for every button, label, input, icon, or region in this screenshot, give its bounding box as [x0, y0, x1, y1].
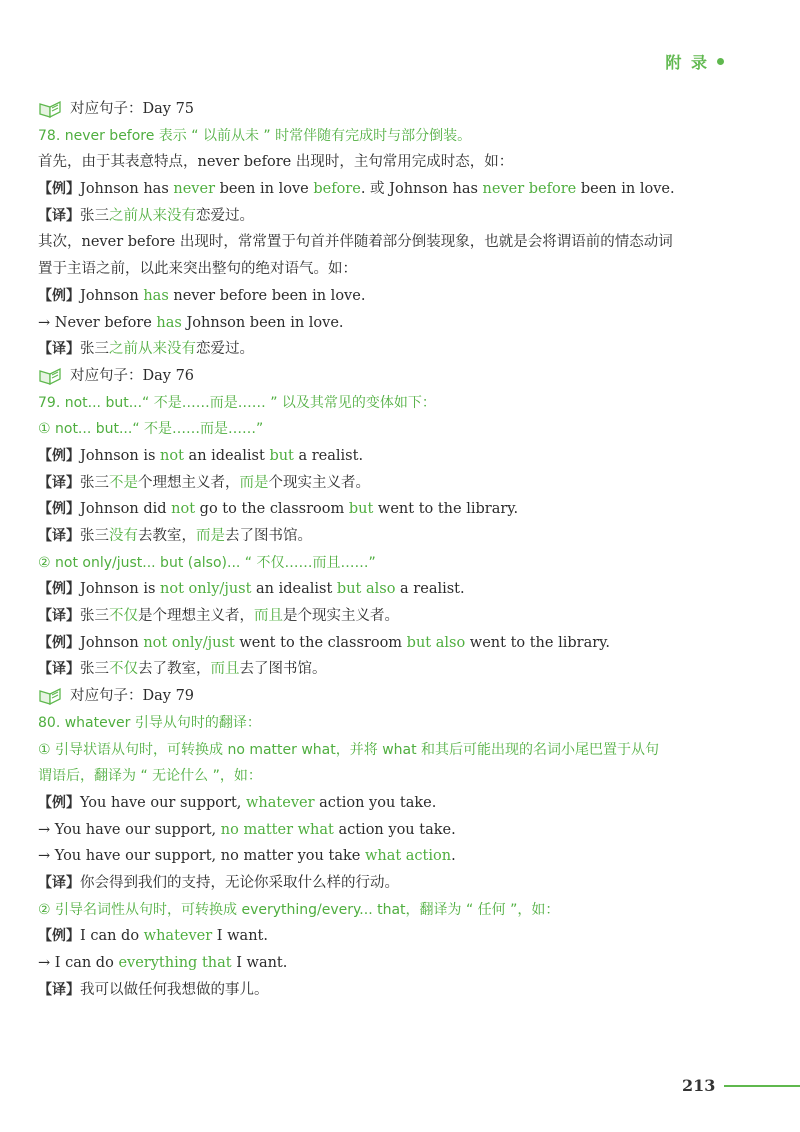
section-heading — [38, 737, 738, 764]
highlight-text: whatever — [246, 794, 315, 811]
text-line — [38, 817, 738, 844]
highlight-text: not only/just — [160, 581, 252, 598]
text-line — [38, 283, 738, 310]
reference-line — [38, 683, 738, 710]
example-tag: 【译】 — [38, 608, 80, 625]
text-segment: ① 引导状语从句时，可转换成 no matter what，并将 what 和其后可能出现的名词小尾巴置于从句 — [38, 741, 660, 758]
text-segment: 去了教室， — [138, 661, 211, 678]
text-segment: go to the classroom — [195, 501, 349, 518]
example-tag: 【例】 — [38, 581, 80, 598]
text-segment: 个现实主义者。 — [268, 474, 370, 491]
text-segment: a realist. — [293, 447, 364, 464]
highlight-text: 不是 — [109, 474, 138, 491]
text-segment: action you take. — [333, 821, 456, 838]
text-segment: action you take. — [314, 794, 437, 811]
text-segment: went to the classroom — [234, 634, 407, 651]
text-segment: 张三 — [80, 474, 109, 491]
text-segment: → I can do — [38, 955, 119, 971]
text-segment: 个理想主义者， — [138, 474, 240, 491]
text-segment: 是个理想主义者， — [138, 608, 254, 625]
text-segment: 去了图书馆。 — [225, 528, 312, 544]
example-tag: 【例】 — [38, 287, 80, 304]
example-tag: 【译】 — [38, 474, 80, 491]
text-segment: Johnson is — [80, 581, 161, 598]
text-segment: went to the library. — [465, 634, 611, 651]
text-segment: 是个现实主义者。 — [283, 608, 399, 625]
highlight-text: but — [269, 447, 294, 464]
highlight-text: 没有 — [109, 528, 138, 544]
highlight-text: never before — [482, 181, 577, 198]
text-segment: 谓语后，翻译为 “ 无论什么 ”，如： — [38, 768, 262, 785]
text-segment: a realist. — [395, 581, 465, 598]
text-segment: . — [451, 848, 456, 865]
highlight-text: has — [156, 314, 182, 331]
page-content — [38, 96, 738, 1003]
text-segment: 首先，由于其表意特点，never before 出现时，主句常用完成时态，如： — [38, 154, 514, 171]
text-segment: an idealist — [251, 581, 337, 598]
highlight-text: whatever — [143, 928, 213, 945]
text-line — [38, 496, 738, 523]
highlight-text: 而是 — [239, 474, 269, 491]
text-line — [38, 176, 738, 203]
text-segment: 79. not... but...“ 不是……而是…… ” 以及其常见的变体如下： — [38, 394, 436, 411]
text-segment: been in love — [215, 181, 314, 198]
highlight-text: not — [171, 501, 196, 518]
text-line — [38, 603, 738, 630]
highlight-text: not — [160, 447, 184, 464]
text-segment: 张三 — [80, 528, 109, 544]
text-segment: 对应句子：Day 75 — [70, 101, 195, 117]
text-line — [38, 843, 738, 870]
text-segment: 张三 — [80, 608, 109, 625]
text-segment: I can do — [80, 928, 144, 945]
highlight-text: has — [143, 287, 169, 304]
example-tag: 【例】 — [38, 181, 80, 198]
highlight-text: 不仅 — [109, 661, 138, 678]
example-tag: 【译】 — [38, 874, 80, 891]
example-tag: 【译】 — [38, 661, 80, 678]
text-line — [38, 256, 738, 283]
text-line — [38, 310, 738, 337]
example-tag: 【例】 — [38, 634, 80, 651]
section-heading — [38, 763, 738, 790]
highlight-text: but also — [406, 634, 466, 651]
text-line — [38, 229, 738, 256]
example-tag: 【译】 — [38, 341, 80, 358]
section-heading — [38, 550, 738, 577]
text-line — [38, 443, 738, 470]
highlight-text: 而且 — [254, 608, 283, 625]
text-line — [38, 656, 738, 683]
reference-line — [38, 363, 738, 390]
text-segment: 对应句子：Day 79 — [70, 688, 195, 705]
text-segment: 去了图书馆。 — [239, 661, 327, 678]
text-segment: 78. never before 表示 “ 以前从未 ” 时常伴随有完成时与部分倒装。 — [38, 127, 472, 144]
text-segment: . 或 Johnson has — [360, 181, 483, 198]
text-segment: an idealist — [183, 447, 270, 464]
highlight-text: never — [173, 181, 215, 198]
text-line — [38, 870, 738, 897]
text-line — [38, 950, 738, 977]
text-segment: → You have our support, — [38, 821, 221, 838]
example-tag: 【例】 — [38, 501, 80, 518]
book-icon — [38, 366, 64, 386]
book-icon — [38, 686, 64, 706]
highlight-text: 之前从来没有 — [109, 207, 196, 224]
text-segment: I want. — [231, 955, 288, 971]
highlight-text: but — [348, 501, 374, 518]
page-number: 213 — [682, 1076, 716, 1095]
section-heading — [38, 390, 738, 417]
highlight-text: not only/just — [143, 634, 235, 651]
text-segment: 你会得到我们的支持，无论你采取什么样的行动。 — [80, 874, 399, 891]
section-header — [665, 50, 724, 73]
text-segment: never before been in love. — [168, 287, 366, 304]
example-tag: 【译】 — [38, 207, 80, 224]
text-line — [38, 923, 738, 950]
example-tag: 【例】 — [38, 794, 80, 811]
highlight-text: what action — [364, 848, 452, 865]
highlight-text: no matter what — [220, 821, 334, 838]
text-segment: 去教室， — [138, 528, 196, 544]
text-segment: ② 引导名词性从句时，可转换成 everything/every... that，翻译为 “ 任何 ”，如： — [38, 901, 560, 918]
text-segment: 张三 — [80, 207, 109, 224]
text-line — [38, 977, 738, 1004]
text-segment: I want. — [212, 928, 268, 945]
text-segment: Johnson has — [80, 181, 174, 198]
text-segment: 张三 — [80, 661, 109, 678]
example-tag: 【例】 — [38, 928, 80, 945]
highlight-text: 不仅 — [109, 608, 138, 625]
text-segment: 恋爱过。 — [196, 207, 254, 224]
text-segment: Johnson — [80, 287, 144, 304]
page-number-rule — [724, 1085, 800, 1087]
text-segment: 置于主语之前，以此来突出整句的绝对语气。如： — [38, 261, 357, 278]
text-segment: 我可以做任何我想做的事儿。 — [80, 981, 269, 998]
book-icon — [38, 99, 64, 119]
text-segment: been in love. — [576, 181, 675, 198]
text-line — [38, 576, 738, 603]
text-segment: 其次，never before 出现时，常常置于句首并伴随着部分倒装现象，也就是会将谓语前的情态动词 — [38, 234, 673, 251]
text-line — [38, 149, 738, 176]
highlight-text: 而且 — [210, 661, 240, 678]
highlight-text: before — [313, 181, 361, 198]
text-segment: Johnson did — [80, 501, 172, 518]
text-line — [38, 336, 738, 363]
section-heading — [38, 710, 738, 737]
highlight-text: but also — [336, 581, 396, 598]
text-segment: went to the library. — [373, 501, 519, 518]
text-line — [38, 470, 738, 497]
text-segment: 张三 — [80, 341, 109, 358]
text-segment: → You have our support, no matter you take — [38, 848, 365, 865]
text-segment: ② not only/just... but (also)... “ 不仅……而且……” — [38, 554, 376, 571]
section-heading — [38, 416, 738, 443]
text-segment: Johnson is — [80, 447, 161, 464]
header-dot-icon — [717, 58, 724, 65]
example-tag: 【译】 — [38, 528, 80, 544]
text-line — [38, 630, 738, 657]
highlight-text: 而是 — [196, 528, 225, 544]
text-segment: → Never before — [38, 314, 157, 331]
highlight-text: 之前从来没有 — [109, 341, 196, 358]
text-line — [38, 523, 738, 550]
text-segment: 对应句子：Day 76 — [70, 367, 195, 384]
example-tag: 【译】 — [38, 981, 80, 998]
highlight-text: everything that — [118, 955, 232, 971]
text-segment: Johnson been in love. — [181, 314, 344, 331]
reference-line — [38, 96, 738, 123]
text-line — [38, 790, 738, 817]
text-segment: 恋爱过。 — [196, 341, 254, 358]
section-heading — [38, 123, 738, 150]
text-line — [38, 203, 738, 230]
text-segment: Johnson — [80, 634, 144, 651]
text-segment: ① not... but...“ 不是……而是……” — [38, 421, 264, 438]
section-heading — [38, 897, 738, 924]
example-tag: 【例】 — [38, 447, 80, 464]
section-title: 附 录 — [665, 53, 709, 72]
text-segment: You have our support, — [80, 794, 247, 811]
text-segment: 80. whatever 引导从句时的翻译： — [38, 714, 261, 731]
